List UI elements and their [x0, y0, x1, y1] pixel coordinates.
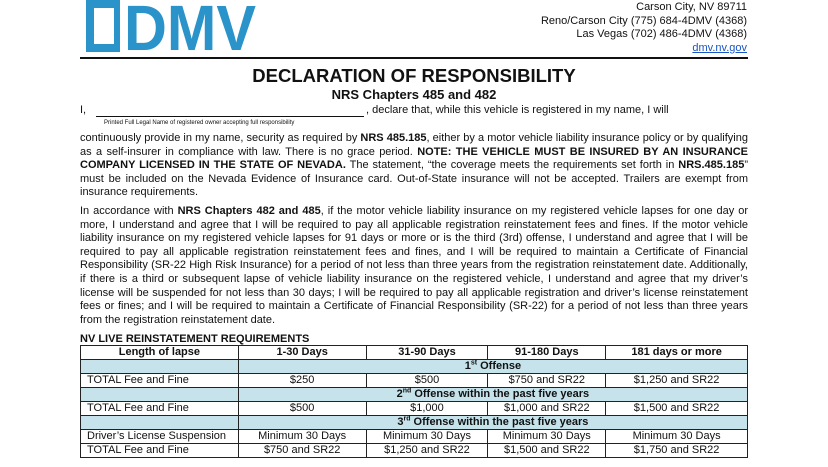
- p1-note: NOTE: THE VEHICLE MUST BE INSURED BY AN INSURANCE COMPANY LICENSED IN THE STATE OF NEVADA.: [80, 145, 748, 172]
- phone-vegas: Las Vegas (702) 486-4DMV (4368): [576, 28, 747, 40]
- table-header-row: [81, 346, 748, 360]
- offense-label: 3rd Offense within the past five years: [238, 416, 747, 430]
- logo-text: DMV: [124, 0, 257, 54]
- table-cell: $1,250 and SR22: [606, 374, 748, 388]
- p1-text-3: The statement, “the coverage meets the requirements set forth in: [345, 159, 679, 172]
- table-cell: Minimum 30 Days: [488, 430, 606, 444]
- table-title: NV LIVE REINSTATEMENT REQUIREMENTS: [80, 333, 310, 345]
- reinstatement-table: [80, 345, 748, 458]
- table-row: [81, 444, 748, 458]
- contact-block: [541, 1, 747, 55]
- table-cell: $1,500 and SR22: [606, 402, 748, 416]
- header-cell: Length of lapse: [81, 346, 239, 360]
- offense-row: [81, 388, 748, 402]
- row-label: Driver’s License Suspension: [81, 430, 239, 444]
- offense-label: 2nd Offense within the past five years: [238, 388, 747, 402]
- table-cell: $750 and SR22: [488, 374, 606, 388]
- header-cell: 31-90 Days: [366, 346, 488, 360]
- table-cell: $250: [238, 374, 366, 388]
- table-row: [81, 430, 748, 444]
- row-label: TOTAL Fee and Fine: [81, 402, 239, 416]
- offense-row: [81, 360, 748, 374]
- header-cell: 1-30 Days: [238, 346, 366, 360]
- offense-cell: [81, 388, 239, 402]
- row-label: TOTAL Fee and Fine: [81, 374, 239, 388]
- offense-cell: [81, 416, 239, 430]
- p2-text-1: In accordance with: [80, 205, 178, 217]
- table-cell: Minimum 30 Days: [366, 430, 488, 444]
- header-rule: [80, 57, 748, 59]
- header-cell: 91-180 Days: [488, 346, 606, 360]
- offense-row: [81, 416, 748, 430]
- name-field[interactable]: [96, 116, 364, 117]
- table-cell: $750 and SR22: [238, 444, 366, 458]
- p1-bold-3: NRS.485.185: [678, 159, 745, 172]
- p2-text-2: , if the motor vehicle liability insurance on my registered vehicle lapses for one day or more, I understand and agree that I will be required to pay all applicable registration reinstatement fees and fines. If the motor vehicle liability insurance on my registered vehicle lapses for 91 days or more or is the third (3rd) offense, I understand and agree that I will be required to pay all applicable registration reinstatement fees and fines, and I will be required to maintain a Certificate of Financial Responsibility (SR-22 High Risk Insurance) for a period of not less than three years from the registration reinstatement date. Additionally, if there is a third or subsequent lapse of vehicle liability insurance on the registered vehicle, I understand and agree that my driver’s license will be suspended for not less than 30 days; I will be required to pay all applicable registration and driver’s license reinstatement fees or fines; and I will be required to maintain a Certificate of Financial Responsibility (SR-22) for a period of not less than three years from the registration reinstatement date.: [80, 205, 749, 326]
- page-subtitle: NRS Chapters 485 and 482: [331, 87, 497, 102]
- p1-text-2: , either by a motor vehicle liability insurance policy or by qualifying as a self-insurer in compliance with law. There is no grace period.: [80, 132, 748, 158]
- offense-cell: [81, 360, 239, 374]
- table-row: [81, 402, 748, 416]
- phone-reno: Reno/Carson City (775) 684-4DMV (4368): [540, 14, 747, 27]
- sig-caption: Printed Full Legal Name of registered owner accepting full responsibility: [104, 120, 295, 126]
- offense-label: 1st Offense: [238, 360, 747, 374]
- p1-text-1: continuously provide in my name, security as required by: [80, 132, 361, 144]
- table-cell: $500: [238, 402, 366, 416]
- sig-prefix: I,: [80, 104, 87, 116]
- header-cell: 181 days or more: [606, 346, 748, 360]
- table-cell: $1,000: [366, 402, 488, 416]
- row-label: TOTAL Fee and Fine: [81, 444, 239, 458]
- table-cell: Minimum 30 Days: [606, 430, 748, 444]
- table-cell: $1,250 and SR22: [366, 444, 488, 458]
- website-link[interactable]: dmv.nv.gov: [692, 41, 747, 54]
- dmv-logo: [80, 0, 260, 54]
- paragraph-insurance: [80, 132, 748, 200]
- table-cell: $500: [366, 374, 488, 388]
- paragraph-lapse: [80, 205, 748, 327]
- table-cell: Minimum 30 Days: [238, 430, 366, 444]
- table-cell: $1,750 and SR22: [606, 444, 748, 458]
- signature-line: [80, 104, 748, 126]
- p1-bold-1: NRS 485.185: [360, 132, 427, 144]
- page-title: DECLARATION OF RESPONSIBILITY: [252, 65, 576, 86]
- table-row: [81, 374, 748, 388]
- p2-bold-1: NRS Chapters 482 and 485: [177, 205, 321, 217]
- p1-text-4: ” must be included on the Nevada Evidence of Insurance card. Out-of-State insurance will not be accepted. Trailers are exempt from insurance requirements.: [80, 159, 748, 199]
- sig-suffix: , declare that, while this vehicle is registered in my name, I will: [366, 104, 669, 116]
- address-line: Carson City, NV 89711: [636, 1, 747, 13]
- table-cell: $1,000 and SR22: [488, 402, 606, 416]
- table-cell: $1,500 and SR22: [488, 444, 606, 458]
